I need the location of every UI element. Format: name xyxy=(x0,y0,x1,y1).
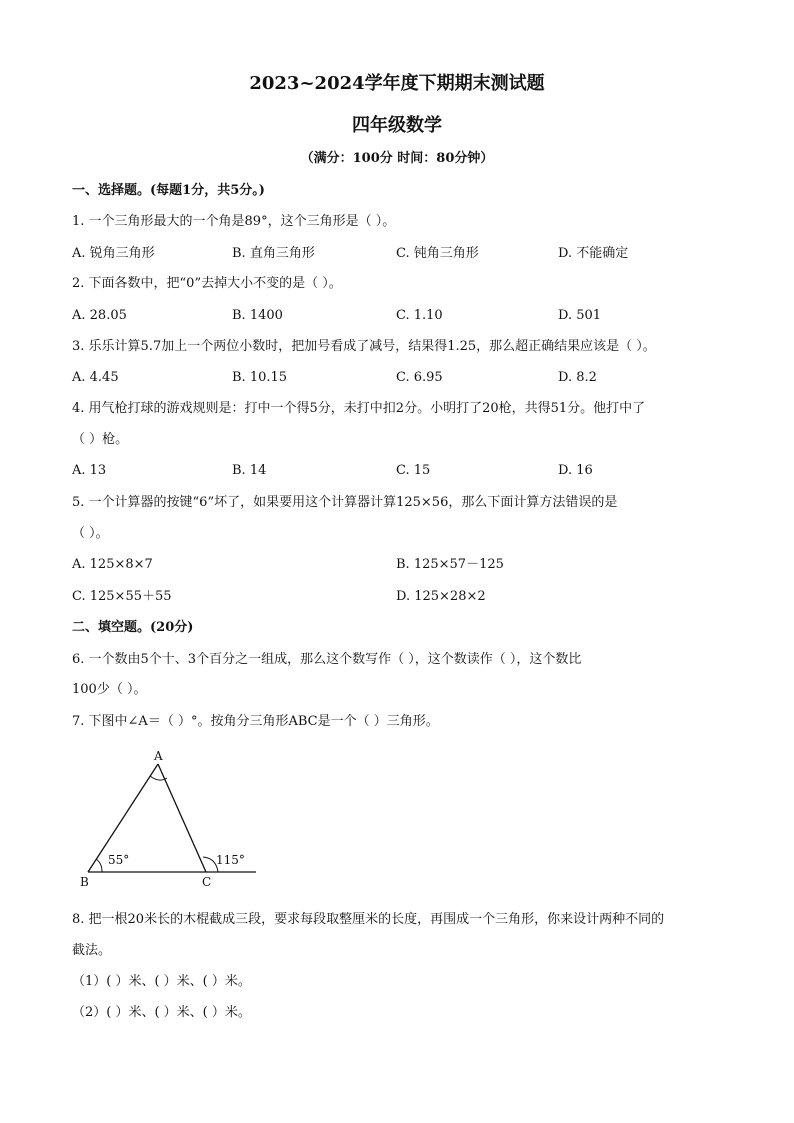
section-heading-choice: 一、选择题。(每题1分，共5分。) xyxy=(72,183,265,198)
exam-meta: （满分：100分 时间：80分钟） xyxy=(300,151,494,166)
q5-option-b: B. 125×57－125 xyxy=(396,557,504,572)
q1-option-c: C. 钝角三角形 xyxy=(396,246,479,261)
q5-option-c: C. 125×55＋55 xyxy=(72,589,172,604)
question-8-blank-2: （2）( ）米、( ）米、( ）米。 xyxy=(72,1005,251,1020)
question-8-line-1: 8. 把一根20米长的木棍截成三段，要求每段取整厘米的长度，再围成一个三角形，你来设计两种不同的 xyxy=(72,912,665,927)
q3-option-c: C. 6.95 xyxy=(396,370,443,385)
question-4-stem-cont: （ ）枪。 xyxy=(72,432,129,447)
page-title: 2023~2024学年度下期期末测试题 xyxy=(249,73,545,94)
q4-option-b: B. 14 xyxy=(232,463,267,478)
angle-b-value: 55° xyxy=(108,853,130,867)
q3-option-a: A. 4.45 xyxy=(72,370,119,385)
question-2-stem: 2. 下面各数中，把“0”去掉大小不变的是（ ）。 xyxy=(72,276,342,291)
q2-option-a: A. 28.05 xyxy=(72,308,127,323)
angle-c-value: 115° xyxy=(216,853,245,867)
q1-option-d: D. 不能确定 xyxy=(558,246,629,261)
section-heading-fill: 二、填空题。(20分) xyxy=(72,620,194,635)
q4-option-c: C. 15 xyxy=(396,463,431,478)
q3-option-d: D. 8.2 xyxy=(558,370,597,385)
question-6-line-1: 6. 一个数由5个十、3个百分之一组成，那么这个数写作（ ），这个数读作（ ），这个数比 xyxy=(72,652,582,667)
vertex-a-label: A xyxy=(154,749,163,763)
question-3-stem: 3. 乐乐计算5.7加上一个两位小数时，把加号看成了减号，结果得1.25，那么超正确结果应该是（ ）。 xyxy=(72,339,656,354)
triangle-figure xyxy=(70,745,270,895)
angle-b-arc xyxy=(96,859,102,872)
q1-option-a: A. 锐角三角形 xyxy=(72,246,155,261)
question-5-stem: 5. 一个计算器的按键“6”坏了，如果要用这个计算器计算125×56，那么下面计算方法错误的是 xyxy=(72,495,618,510)
vertex-c-label: C xyxy=(202,875,212,889)
question-8-line-2: 截法。 xyxy=(72,943,112,958)
q2-option-c: C. 1.10 xyxy=(396,308,443,323)
question-6-line-2: 100少（ ）。 xyxy=(72,682,147,697)
question-4-stem: 4. 用气枪打球的游戏规则是：打中一个得5分，未打中扣2分。小明打了20枪，共得51分。他打中了 xyxy=(72,401,646,416)
vertex-b-label: B xyxy=(80,875,89,889)
q2-option-b: B. 1400 xyxy=(232,308,283,323)
q4-option-d: D. 16 xyxy=(558,463,593,478)
q3-option-b: B. 10.15 xyxy=(232,370,288,385)
q4-option-a: A. 13 xyxy=(72,463,107,478)
page-subtitle: 四年级数学 xyxy=(352,115,442,136)
q2-option-d: D. 501 xyxy=(558,308,602,323)
q5-option-d: D. 125×28×2 xyxy=(396,589,486,604)
question-7: 7. 下图中∠A＝（ ）°。按角分三角形ABC是一个（ ）三角形。 xyxy=(72,714,439,729)
question-1-stem: 1. 一个三角形最大的一个角是89°，这个三角形是（ ）。 xyxy=(72,214,396,229)
q1-option-b: B. 直角三角形 xyxy=(232,246,315,261)
question-5-stem-cont: （ ）。 xyxy=(72,526,109,541)
question-8-blank-1: （1）( ）米、( ）米、( ）米。 xyxy=(72,974,251,989)
side-ac xyxy=(158,764,206,872)
q5-option-a: A. 125×8×7 xyxy=(72,557,153,572)
